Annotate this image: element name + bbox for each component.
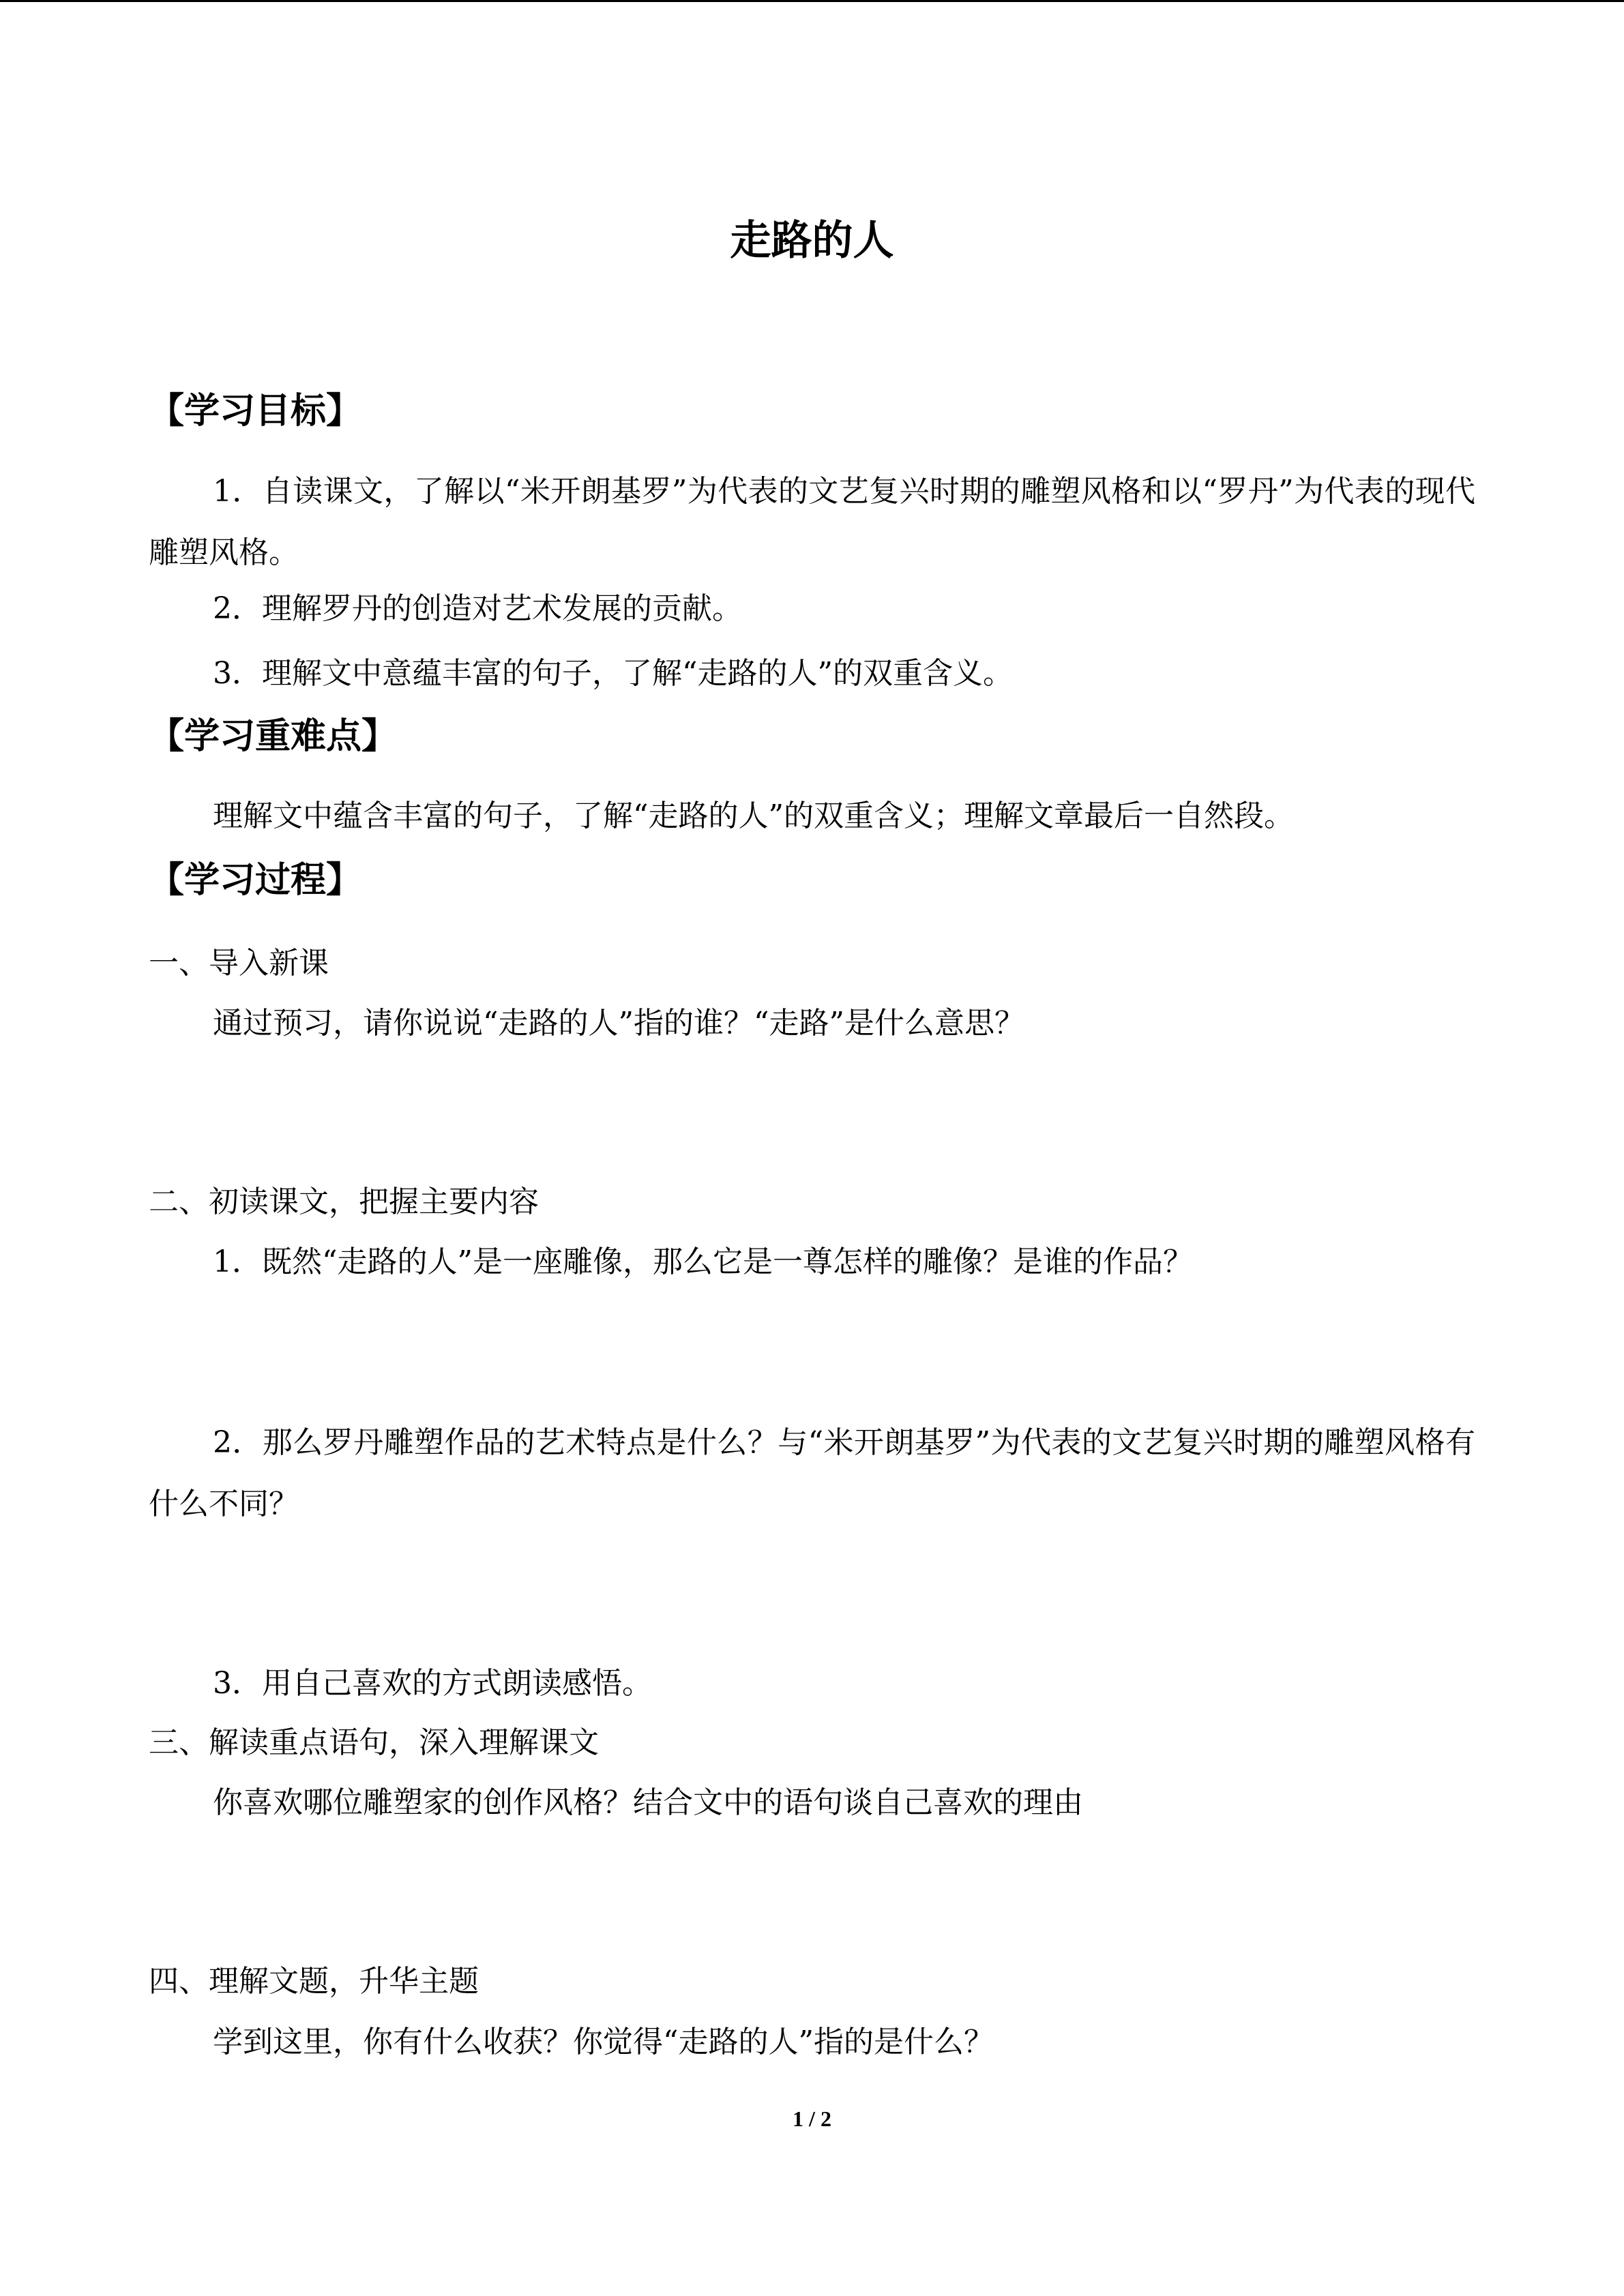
part2-question-3: 3．用自己喜欢的方式朗读感悟。	[213, 1666, 652, 1701]
part2-title: 二、初读课文，把握主要内容	[149, 1184, 539, 1219]
part2-question-1: 1．既然“走路的人”是一座雕像，那么它是一尊怎样的雕像？是谁的作品？	[213, 1244, 1193, 1279]
part4-question: 学到这里，你有什么收获？你觉得“走路的人”指的是什么？	[213, 2025, 994, 2059]
part1-title: 一、导入新课	[149, 946, 329, 981]
document-title: 走路的人	[730, 217, 894, 265]
objective-item-3: 3．理解文中意蕴丰富的句子，了解“走路的人”的双重含义。	[213, 656, 1013, 691]
key-points-text: 理解文中蕴含丰富的句子，了解“走路的人”的双重含义；理解文章最后一自然段。	[213, 799, 1294, 833]
key-points-heading: 【学习重难点】	[149, 716, 398, 757]
part3-title: 三、解读重点语句，深入理解课文	[149, 1725, 599, 1760]
objective-item-2: 2．理解罗丹的创造对艺术发展的贡献。	[213, 591, 742, 626]
objectives-heading: 【学习目标】	[149, 391, 362, 432]
part2-question-2: 2．那么罗丹雕塑作品的艺术特点是什么？与“米开朗基罗”为代表的文艺复兴时期的雕塑风格有什么不同？	[149, 1425, 1475, 1521]
process-heading: 【学习过程】	[149, 860, 362, 901]
page-number: 1 / 2	[793, 2106, 831, 2131]
part3-question: 你喜欢哪位雕塑家的创作风格？结合文中的语句谈自己喜欢的理由	[213, 1785, 1083, 1820]
part4-title: 四、理解文题，升华主题	[149, 1964, 479, 1999]
part1-question: 通过预习，请你说说“走路的人”指的谁？“走路”是什么意思？	[213, 1006, 1024, 1041]
objective-item-1: 1．自读课文，了解以“米开朗基罗”为代表的文艺复兴时期的雕塑风格和以“罗丹”为代表的现代雕塑风格。	[149, 474, 1475, 570]
